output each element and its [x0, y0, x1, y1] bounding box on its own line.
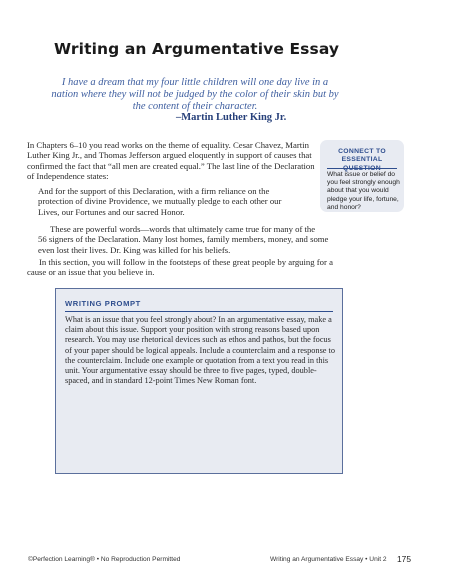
- writing-prompt-divider: [65, 311, 333, 312]
- sidebar-divider: [327, 168, 397, 169]
- page-number: 175: [397, 554, 411, 564]
- sidebar-heading: CONNECT TO ESSENTIAL: [338, 148, 386, 164]
- declaration-block-quote: And for the support of this Declaration, with a firm reliance on the protection of divine Providence, we mutually pledge to each other our Lives, our Fortunes and our sacred Honor.: [38, 186, 282, 217]
- paragraph-line: These are powerful words—words that ultimately came true for many of the: [50, 224, 316, 234]
- running-footer: Writing an Argumentative Essay • Unit 2: [270, 556, 387, 563]
- paragraph-line: even lost their lives. Dr. King was killed for his beliefs.: [38, 244, 231, 255]
- paragraph-line: 56 signers of the Declaration. Many lost homes, family members, money, and some: [38, 234, 329, 245]
- copyright-footer: ©Perfection Learning® • No Reproduction Permitted: [28, 556, 181, 563]
- writing-prompt-box: [55, 288, 343, 474]
- writing-prompt-heading: WRITING PROMPT: [65, 299, 141, 308]
- essential-question-sidebar: [320, 140, 404, 212]
- epigraph-quote: I have a dream that my four little children will one day live in a nation where they will not be judged by the color of their skin but by the content of their character.: [51, 77, 339, 113]
- sidebar-question: What issue or belief do you feel strongly enough about that you would pledge your life, fortune, and honor?: [327, 171, 400, 211]
- footsteps-paragraph: In this section, you will follow in the footsteps of these great people by arguing for a cause or an issue that you believe in.: [27, 257, 333, 278]
- page-title: Writing an Argumentative Essay: [54, 40, 340, 58]
- powerful-words-paragraph: [38, 224, 338, 255]
- writing-prompt-text: What is an issue that you feel strongly about? In an argumentative essay, make a claim about this issue. Support your position with strong reasons based upon research. You may use rhetorical devices such as ethos and pathos, but the focus of your paper should be logical appeals. Include a counterclaim and a response to the counterclaim. Include one example or quotation from a text you read in this unit. Your argumentative essay should be three to five pages, typed, double-spaced, and in standard 12-point Times New Roman font.: [65, 315, 336, 386]
- intro-paragraph: In Chapters 6–10 you read works on the theme of equality. Cesar Chavez, Martin Luther King Jr., and Thomas Jefferson argued eloquently in support of causes that confirmed the fact that “all men are created equal.” The last line of the Declaration of Independence states:: [27, 140, 315, 182]
- epigraph-attribution: –Martin Luther King Jr.: [176, 112, 287, 123]
